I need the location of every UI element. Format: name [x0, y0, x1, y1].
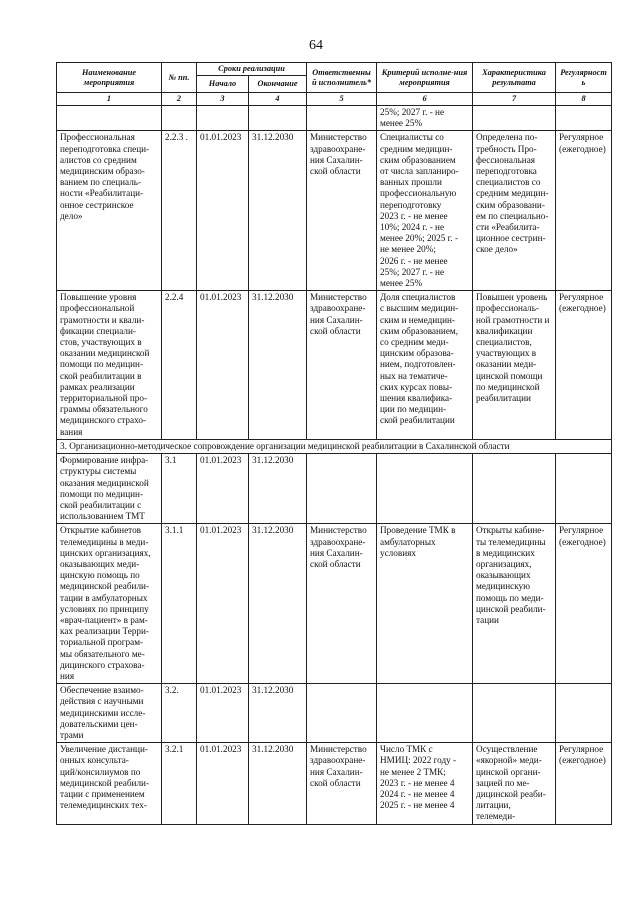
header-start: Начало [197, 76, 249, 93]
table-row [57, 743, 612, 824]
row-result: Определена по- требность Про- фессиональная переподготовка специалистов со средним медицин- ским образовани- ем по специально- сти «Реабилита- ционное сестрин- ское дело» [473, 131, 556, 291]
row-num: 3.2.1 [162, 743, 197, 824]
row-start: 01.01.2023 [197, 743, 249, 824]
row-regularity: Регулярное (ежегодное) [556, 743, 612, 824]
cont-name [57, 106, 162, 131]
row-result [473, 684, 556, 743]
row-result: Осуществление «якорной» меди- цинской органи- зацией по ме- дицинской реаби- литации, телемеди- [473, 743, 556, 824]
row-criterion [377, 684, 473, 743]
row-regularity: Регулярное (ежегодное) [556, 131, 612, 291]
row-end: 31.12.2030 [249, 131, 307, 291]
row-end: 31.12.2030 [249, 291, 307, 440]
col-num-5: 5 [307, 93, 377, 106]
section-row [57, 439, 612, 453]
row-end: 31.12.2030 [249, 454, 307, 524]
col-num-6: 6 [377, 93, 473, 106]
row-num: 2.2.4 [162, 291, 197, 440]
table-row [57, 131, 612, 291]
cont-responsible [307, 106, 377, 131]
row-start: 01.01.2023 [197, 291, 249, 440]
row-responsible: Министерство здравоохране- ния Сахалин- ской области [307, 743, 377, 824]
col-num-7: 7 [473, 93, 556, 106]
row-num: 3.1 [162, 454, 197, 524]
col-num-4: 4 [249, 93, 307, 106]
row-start: 01.01.2023 [197, 524, 249, 684]
section-title: 3. Организационно-методическое сопровождение организации медицинской реабилитации в Сахалинской области [57, 439, 612, 453]
row-name: Обеспечение взаимо- действия с научными медицинскими иссле- довательскими цен- трами [57, 684, 162, 743]
header-name: Наименование мероприятия [57, 63, 162, 93]
row-responsible: Министерство здравоохране- ния Сахалин- ской области [307, 524, 377, 684]
row-criterion [377, 454, 473, 524]
header-num: № пп. [162, 63, 197, 93]
continuation-row [57, 106, 612, 131]
measures-table [56, 62, 612, 825]
row-responsible: Министерство здравоохране- ния Сахалин- ской области [307, 291, 377, 440]
header-row-1 [57, 63, 612, 76]
row-criterion: Число ТМК с НМИЦ: 2022 году - не менее 2 ТМК; 2023 г. - не менее 4 2024 г. - не менее 4 2025 г. - не менее 4 [377, 743, 473, 824]
header-terms: Сроки реализации [197, 63, 307, 76]
header-criterion: Критерий исполне-ния мероприятия [377, 63, 473, 93]
row-end: 31.12.2030 [249, 743, 307, 824]
col-num-3: 3 [197, 93, 249, 106]
row-regularity: Регулярное (ежегодное) [556, 524, 612, 684]
row-end: 31.12.2030 [249, 684, 307, 743]
row-result: Открыты кабине- ты телемедицины в медицинских организациях, оказывающих медицинскую помощь по меди- цинской реабили- тации [473, 524, 556, 684]
row-regularity: Регулярное (ежегодное) [556, 291, 612, 440]
row-criterion: Доля специалистов с высшим медицин- ским и немедицин- ским образованием, со средним меди- цинским образова- нием, подготовлен- ных на тематиче- ских курсах повы- шения квалифика- ции по медицин- ской реабилитации [377, 291, 473, 440]
col-num-2: 2 [162, 93, 197, 106]
row-result: Повышен уровень профессиональ- ной грамотности и квалификации специалистов, участвующих в оказании меди- цинской помощи по медицинской реабилитации [473, 291, 556, 440]
header-responsible: Ответственный исполнитель* [307, 63, 377, 93]
row-name: Формирование инфра- структуры системы оказания медицинской помощи по медицин- ской реабилитации с использованием ТМТ [57, 454, 162, 524]
row-responsible: Министерство здравоохране- ния Сахалин- ской области [307, 131, 377, 291]
page-number: 64 [309, 38, 323, 53]
row-criterion: Проведение ТМК в амбулаторных условиях [377, 524, 473, 684]
table-row [57, 684, 612, 743]
row-end: 31.12.2030 [249, 524, 307, 684]
column-numbers-row [57, 93, 612, 106]
cont-result [473, 106, 556, 131]
cont-criterion: 25%; 2027 г. - не менее 25% [377, 106, 473, 131]
row-start: 01.01.2023 [197, 131, 249, 291]
table-row [57, 291, 612, 440]
table-row [57, 524, 612, 684]
row-name: Открытие кабинетов телемедицины в меди- цинских организациях, оказывающих меди- цинскую помощь по медицинской реабили- тации в амбулаторных условиях по принципу «врач-пациент» в рам- ках реализации Терри- ториальной програм- мы обязательного ме- дицинского страхова- ния [57, 524, 162, 684]
row-criterion: Специалисты со средним медицин- ским образованием от числа запланиро- ванных прошли профессиональную переподготовку 2023 г. - не менее 10%; 2024 г. - не менее 20%; 2025 г. - не менее 20%; 2026 г. - не менее 25%; 2027 г. - не менее 25% [377, 131, 473, 291]
row-regularity [556, 454, 612, 524]
row-name: Профессиональная переподготовка специ- алистов со средним медицинским образо- ванием по специаль- ности «Реабилитаци- онное сестринское дело» [57, 131, 162, 291]
cont-start [197, 106, 249, 131]
cont-end [249, 106, 307, 131]
row-start: 01.01.2023 [197, 454, 249, 524]
row-name: Увеличение дистанци- онных консульта- ций/консилиумов по медицинской реабили- тации с применением телемедицинских тех- [57, 743, 162, 824]
cont-regularity [556, 106, 612, 131]
table-row [57, 454, 612, 524]
row-result [473, 454, 556, 524]
row-regularity [556, 684, 612, 743]
row-start: 01.01.2023 [197, 684, 249, 743]
header-result: Характеристика результата [473, 63, 556, 93]
row-responsible [307, 684, 377, 743]
header-regularity: Регулярность [556, 63, 612, 93]
col-num-8: 8 [556, 93, 612, 106]
row-num: 2.2.3 . [162, 131, 197, 291]
row-num: 3.2. [162, 684, 197, 743]
header-end: Окончание [249, 76, 307, 93]
row-responsible [307, 454, 377, 524]
row-num: 3.1.1 [162, 524, 197, 684]
col-num-1: 1 [57, 93, 162, 106]
row-name: Повышение уровня профессиональной грамотности и квали- фикации специали- стов, участвующих в оказании медицинской помощи по медицин- ской реабилитации в рамках реализации территориальной про- граммы обязательного медицинского страхо- вания [57, 291, 162, 440]
cont-num [162, 106, 197, 131]
